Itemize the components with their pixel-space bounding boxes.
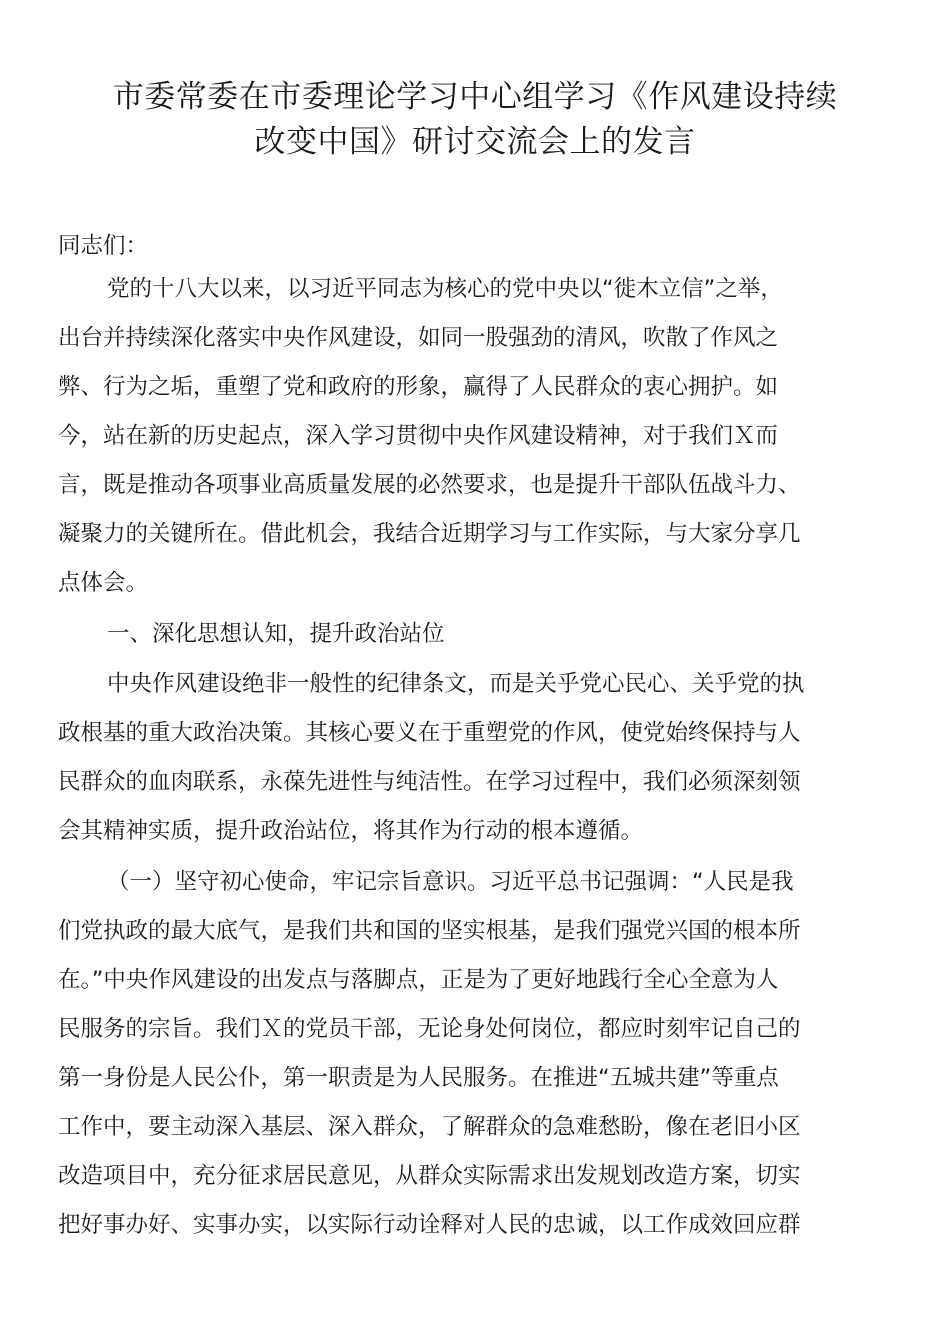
section-1-heading: 一、深化思想认知，提升政治站位	[107, 621, 445, 647]
para3-line-7: 改造项目中，充分征求居民意见，从群众实际需求出发规划改造方案，切实	[58, 1163, 801, 1189]
para3-line-1: （一）坚守初心使命，牢记宗旨意识。习近平总书记强调：“人民是我	[107, 869, 794, 895]
para3-line-5: 第一身份是人民公仆，第一职责是为人民服务。在推进“五城共建”等重点	[58, 1065, 779, 1091]
para3-line-8: 把好事办好、实事办实，以实际行动诠释对人民的忠诚，以工作成效回应群	[58, 1212, 801, 1238]
document-title-line-1: 市委常委在市委理论学习中心组学习《作风建设持续	[112, 79, 838, 115]
para1-line-2: 出台并持续深化落实中央作风建设，如同一股强劲的清风，吹散了作风之	[58, 325, 779, 351]
para1-line-6: 凝聚力的关键所在。借此机会，我结合近期学习与工作实际，与大家分享几	[58, 521, 801, 547]
para2-line-3: 民群众的血肉联系，永葆先进性与纯洁性。在学习过程中，我们必须深刻领	[58, 769, 801, 795]
para3-line-4: 民服务的宗旨。我们Ｘ的党员干部，无论身处何岗位，都应时刻牢记自己的	[58, 1016, 801, 1042]
para1-line-3: 弊、行为之垢，重塑了党和政府的形象，赢得了人民群众的衷心拥护。如	[58, 374, 779, 400]
para1-line-1: 党的十八大以来，以习近平同志为核心的党中央以“徙木立信”之举，	[107, 276, 783, 302]
salutation: 同志们：	[58, 233, 149, 259]
para3-line-3: 在。”中央作风建设的出发点与落脚点，正是为了更好地践行全心全意为人	[58, 967, 779, 993]
para2-line-4: 会其精神实质，提升政治站位，将其作为行动的根本遵循。	[58, 818, 644, 844]
para3-line-2: 们党执政的最大底气，是我们共和国的坚实根基，是我们强党兴国的根本所	[58, 918, 801, 944]
para2-line-1: 中央作风建设绝非一般性的纪律条文，而是关乎党心民心、关乎党的执	[107, 671, 805, 697]
para3-line-6: 工作中，要主动深入基层、深入群众，了解群众的急难愁盼，像在老旧小区	[58, 1114, 801, 1140]
para1-line-7: 点体会。	[58, 570, 149, 596]
para1-line-4: 今，站在新的历史起点，深入学习贯彻中央作风建设精神，对于我们Ｘ而	[58, 423, 779, 449]
para1-line-5: 言，既是推动各项事业高质量发展的必然要求，也是提升干部队伍战斗力、	[58, 472, 801, 498]
document-title-line-2: 改变中国》研讨交流会上的发言	[254, 124, 696, 160]
para2-line-2: 政根基的重大政治决策。其核心要义在于重塑党的作风，使党始终保持与人	[58, 720, 801, 746]
